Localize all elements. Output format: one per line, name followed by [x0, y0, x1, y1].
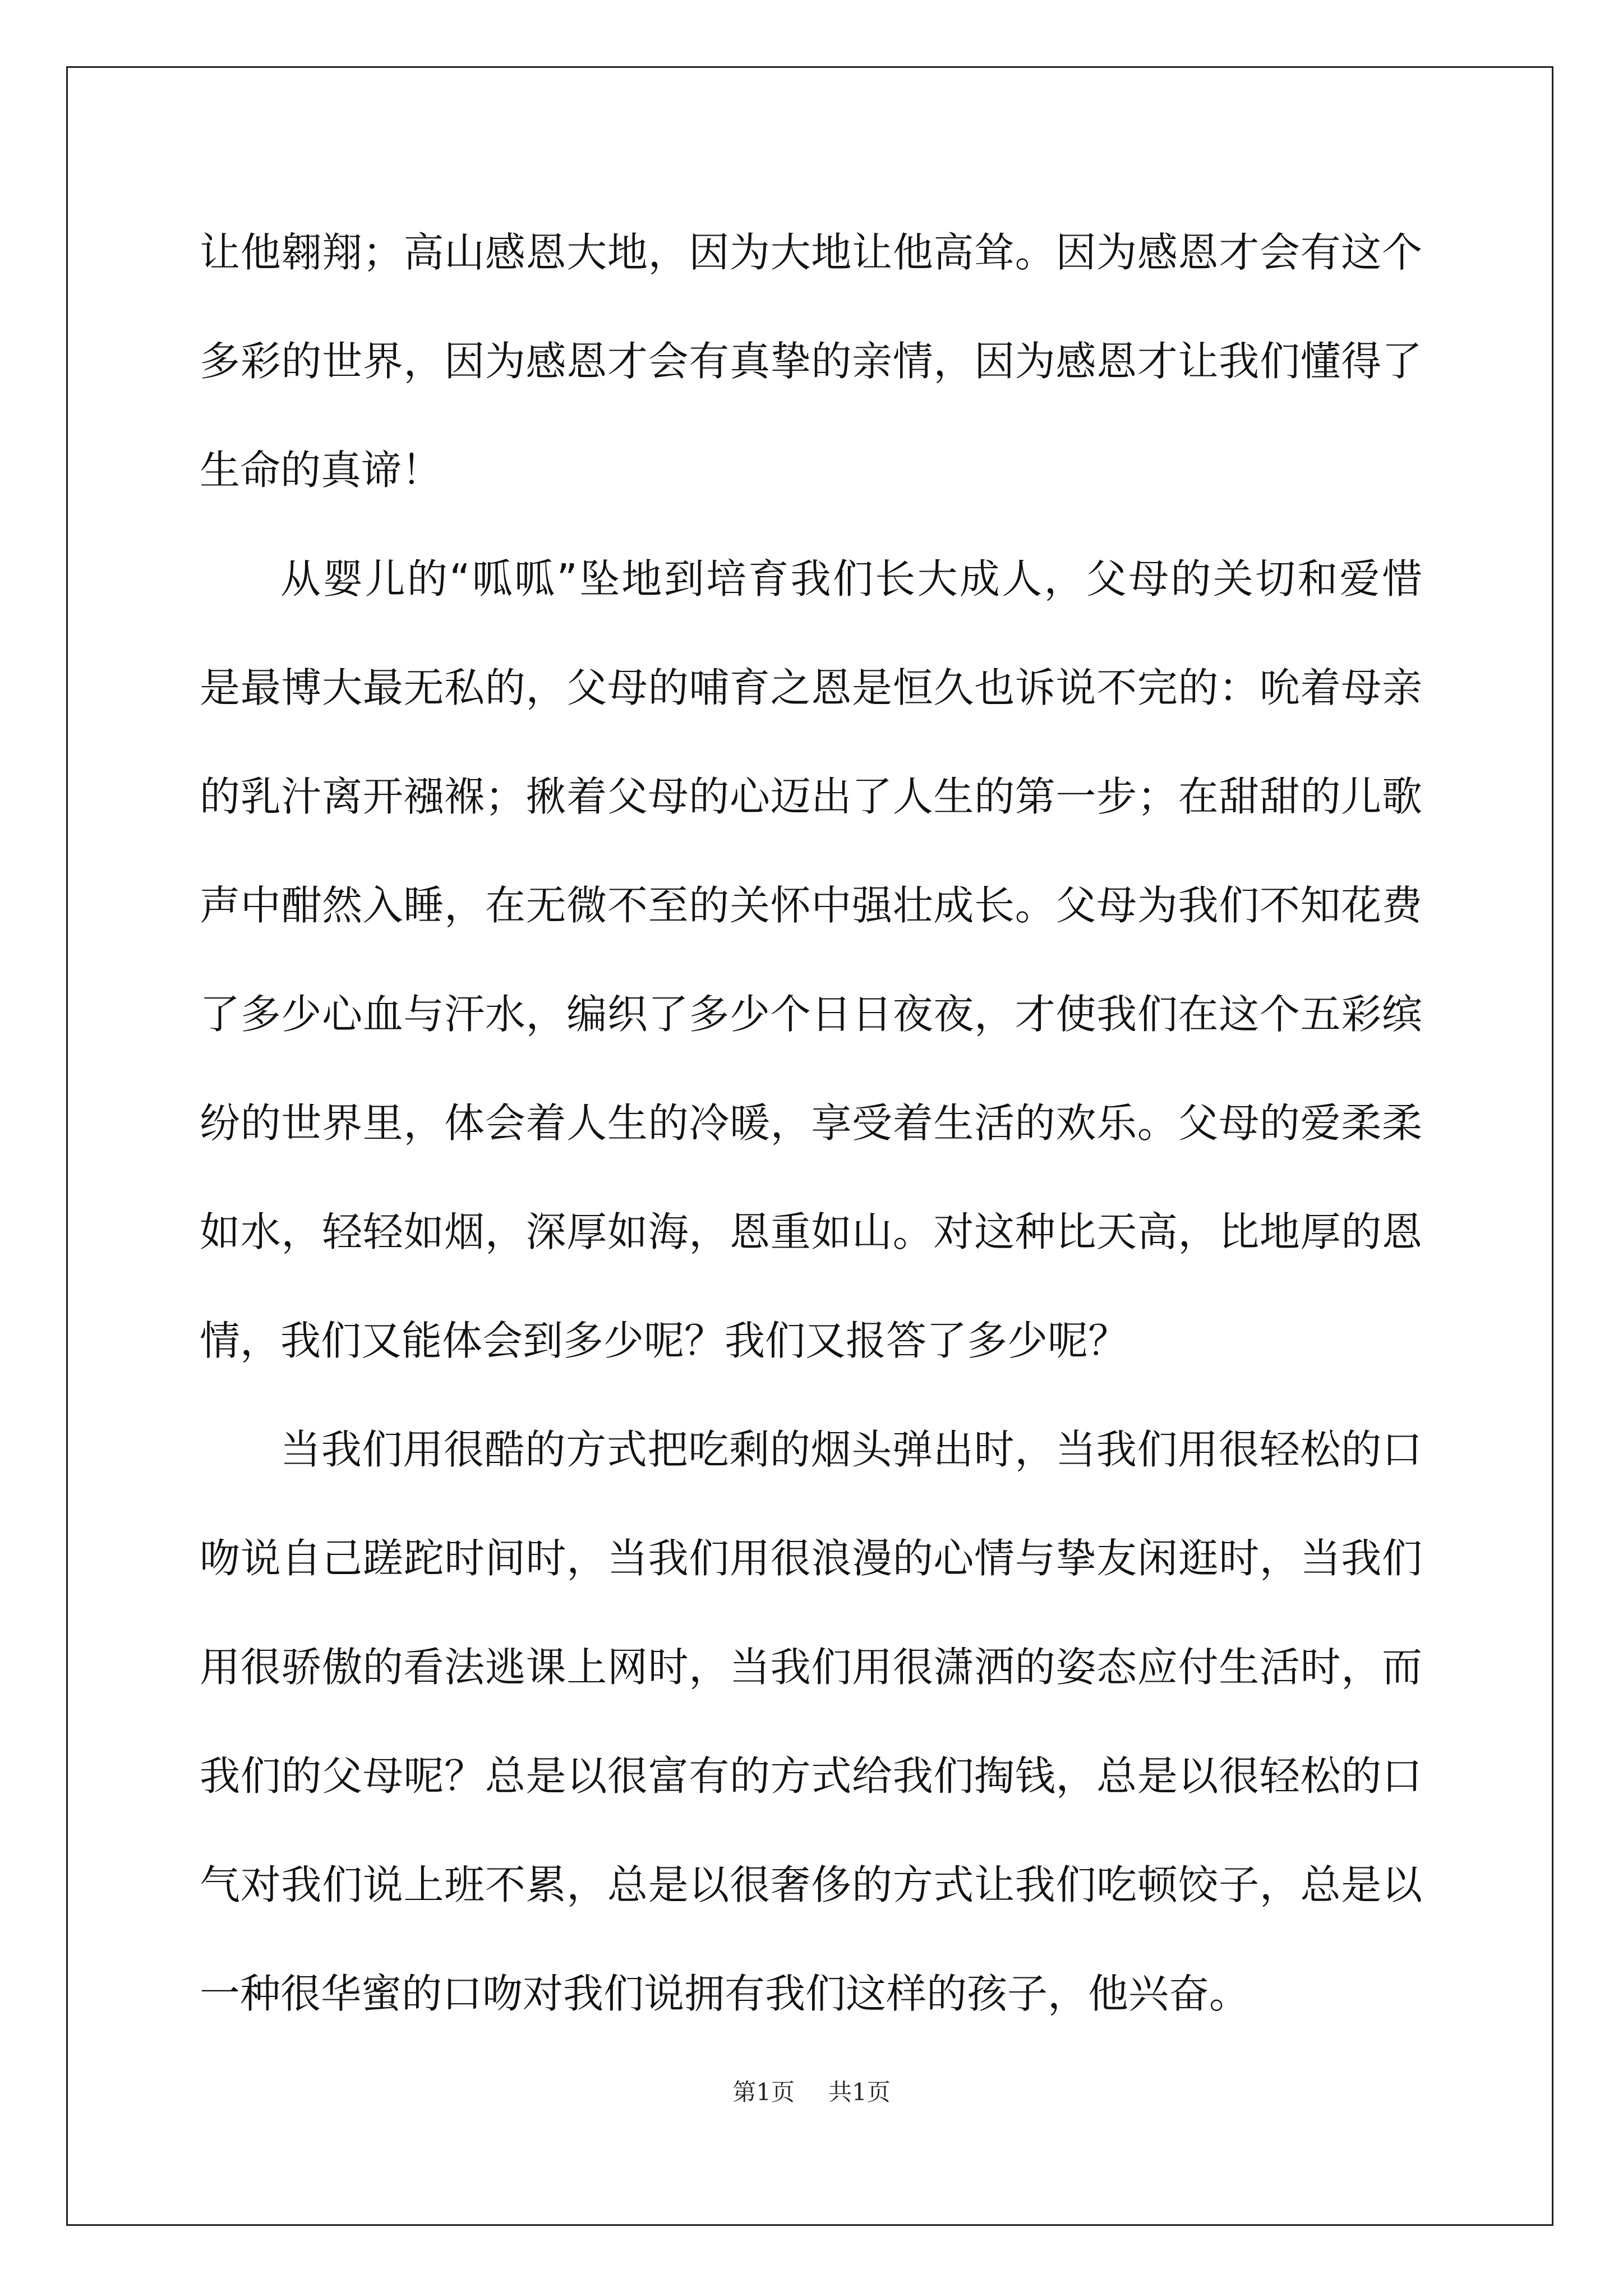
text-line: 用很骄傲的看法逃课上网时，当我们用很潇洒的姿态应付生活时，而 — [200, 1644, 1422, 1691]
text-line: 声中酣然入睡，在无微不至的关怀中强壮成长。父母为我们不知花费 — [200, 882, 1422, 929]
page-total: 共1页 — [828, 2078, 891, 2106]
text-line: 生命的真谛！ — [200, 447, 442, 494]
text-line: 从婴儿的“呱呱”坠地到培育我们长大成人，父母的关切和爱惜 — [280, 555, 1422, 602]
text-line: 情，我们又能体会到多少呢？我们又报答了多少呢？ — [200, 1317, 1129, 1364]
text-line: 当我们用很酷的方式把吃剩的烟头弹出时，当我们用很轻松的口 — [280, 1426, 1422, 1473]
text-line: 如水，轻轻如烟，深厚如海，恩重如山。对这种比天高，比地厚的恩 — [200, 1208, 1422, 1255]
text-line: 多彩的世界，因为感恩才会有真挚的亲情，因为感恩才让我们懂得了 — [200, 338, 1422, 385]
text-line: 是最博大最无私的，父母的哺育之恩是恒久也诉说不完的：吮着母亲 — [200, 664, 1422, 711]
text-line: 的乳汁离开襁褓；揪着父母的心迈出了人生的第一步；在甜甜的儿歌 — [200, 773, 1422, 820]
text-line: 一种很华蜜的口吻对我们说拥有我们这样的孩子，他兴奋。 — [200, 1970, 1250, 2017]
text-line: 我们的父母呢？总是以很富有的方式给我们掏钱，总是以很轻松的口 — [200, 1752, 1422, 1800]
page-footer — [0, 2076, 1623, 2109]
text-line: 让他翱翔；高山感恩大地，因为大地让他高耸。因为感恩才会有这个 — [200, 229, 1422, 276]
text-line: 吻说自己蹉跎时间时，当我们用很浪漫的心情与挚友闲逛时，当我们 — [200, 1535, 1422, 1582]
text-line: 气对我们说上班不累，总是以很奢侈的方式让我们吃顿饺子，总是以 — [200, 1861, 1422, 1908]
page-number: 第1页 — [732, 2078, 795, 2106]
text-line: 了多少心血与汗水，编织了多少个日日夜夜，才使我们在这个五彩缤 — [200, 991, 1422, 1038]
text-line: 纷的世界里，体会着人生的冷暖，享受着生活的欢乐。父母的爱柔柔 — [200, 1099, 1422, 1147]
